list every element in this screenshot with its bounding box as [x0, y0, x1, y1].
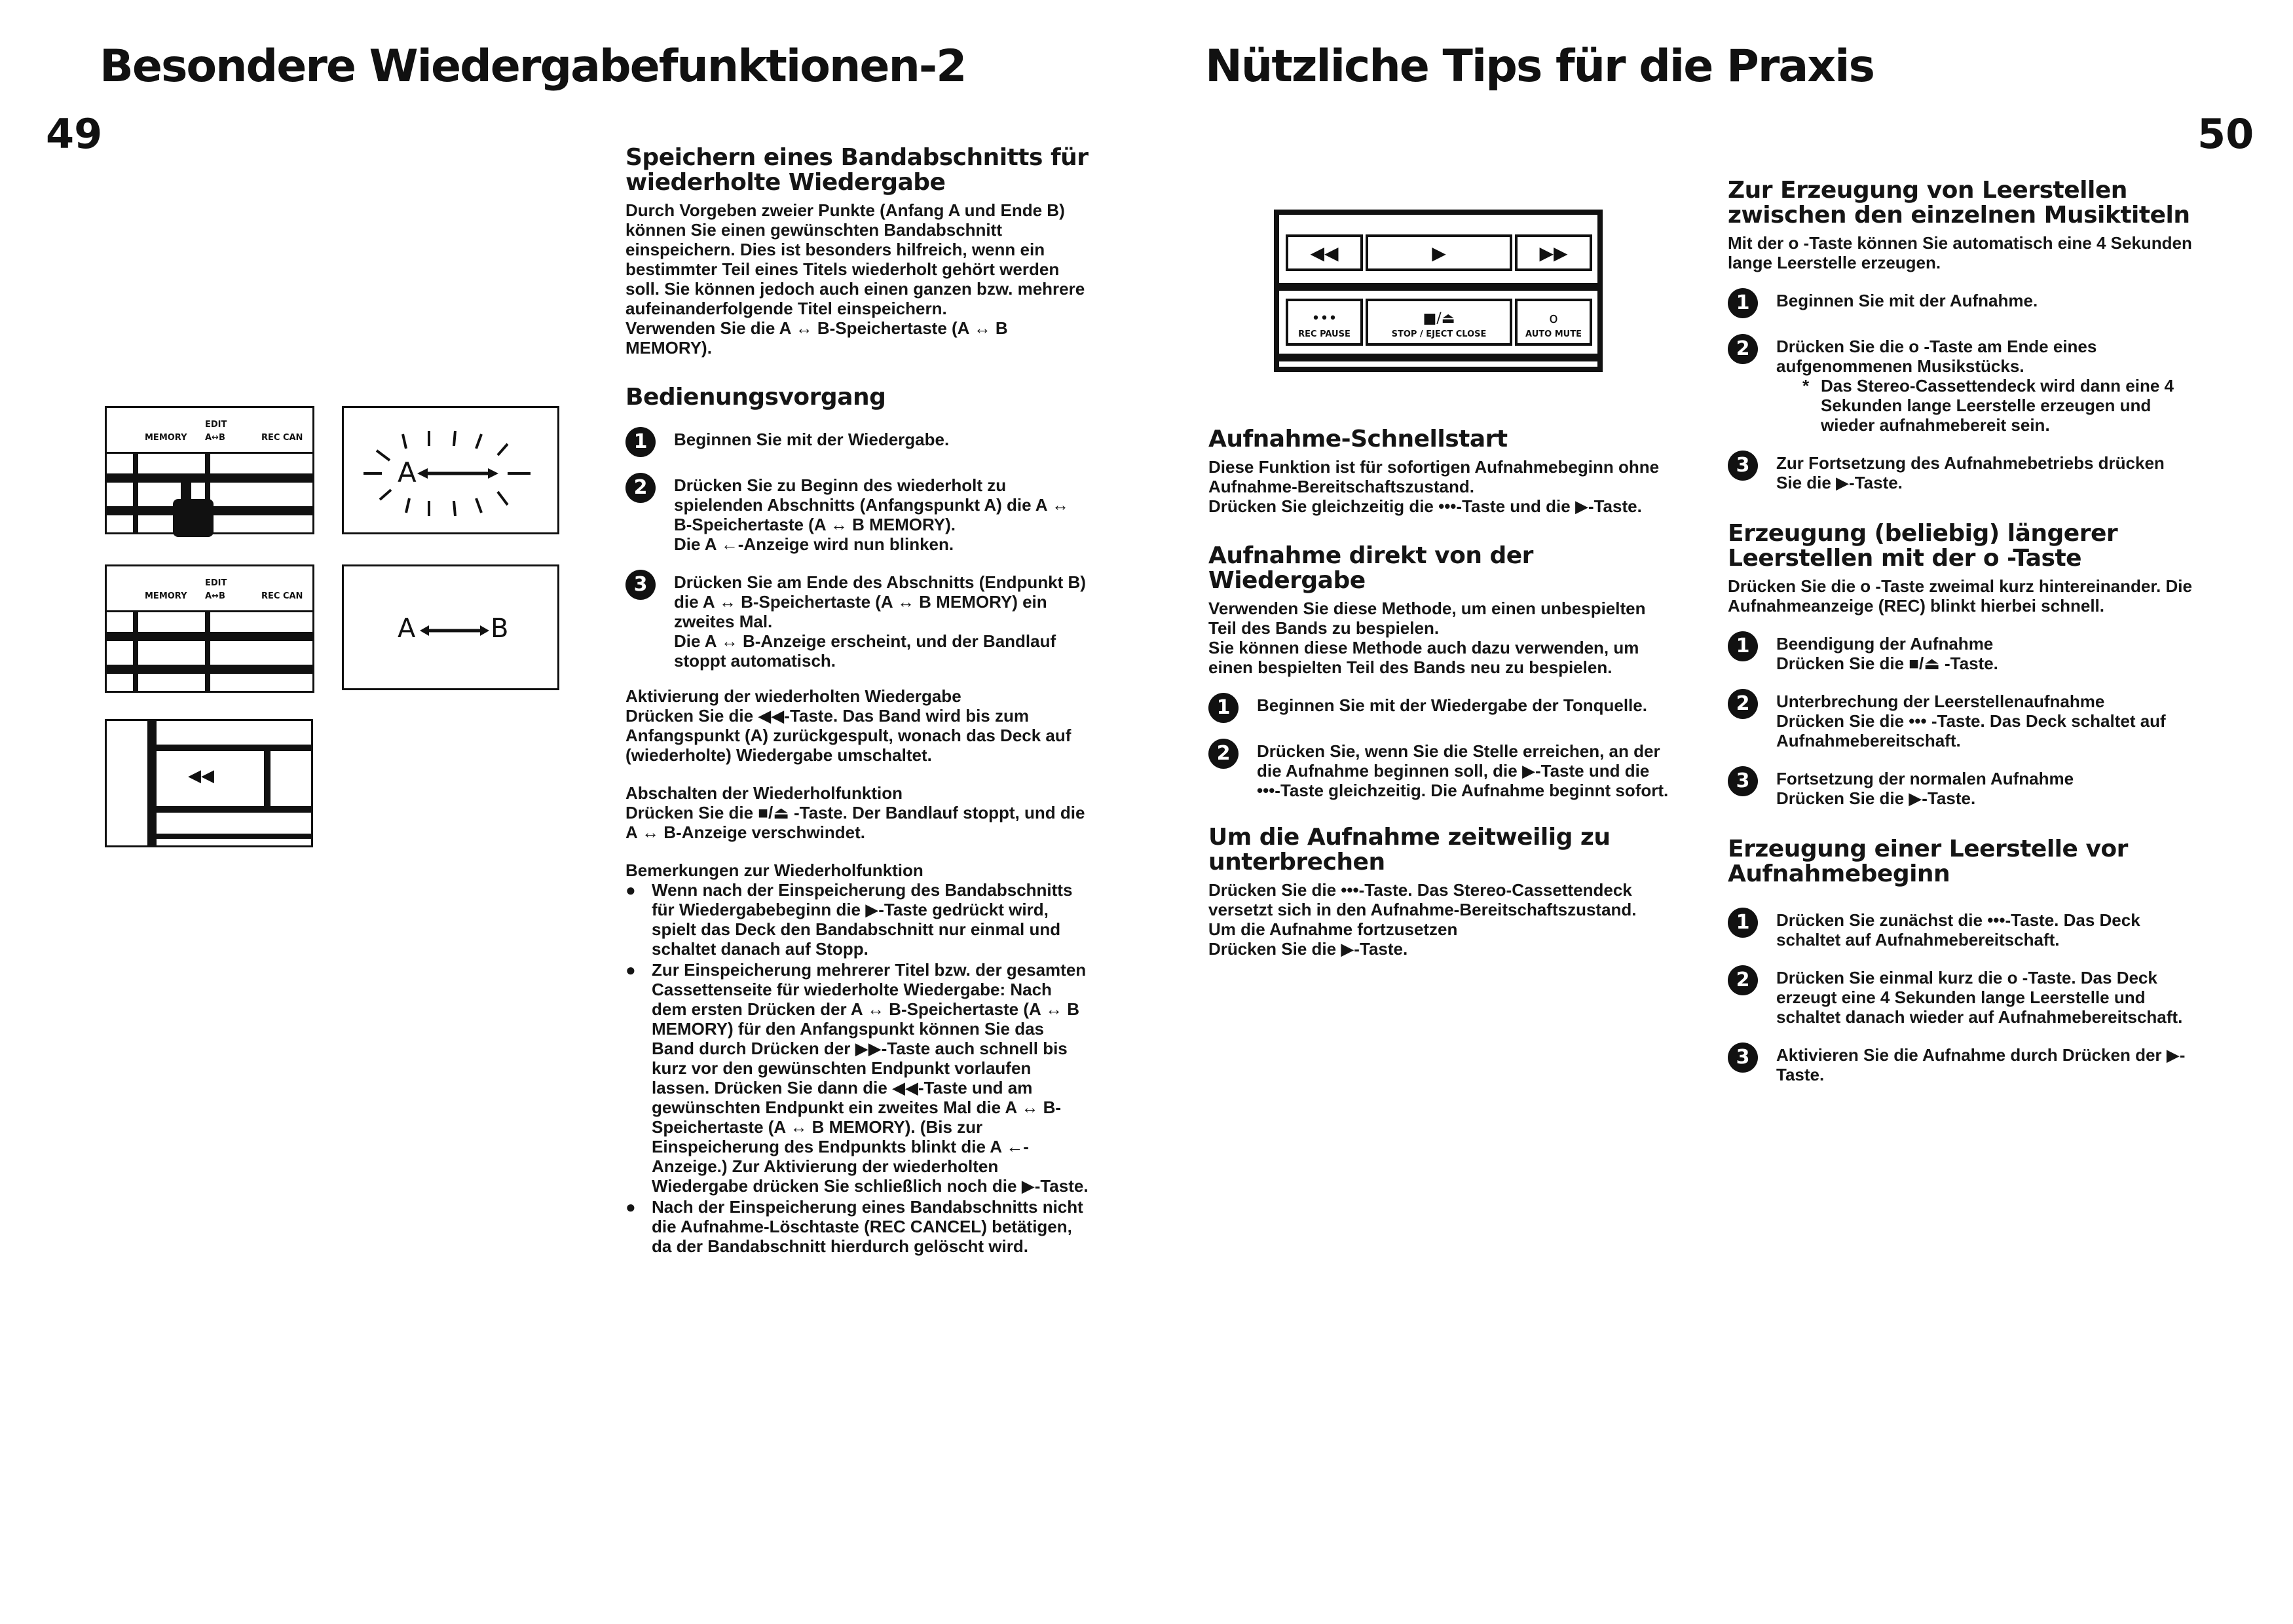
auto-mute-button: [1515, 299, 1592, 346]
longer-step: [1728, 689, 2194, 750]
step-text: Drücken Sie die ▶-Taste.: [1776, 788, 1976, 808]
before-title: Erzeugung einer Leerstelle vor Aufnahmebeginn: [1728, 836, 2128, 887]
middle-text-column: [1208, 427, 1670, 959]
section-save-intro: Durch Vorgeben zweier Punkte (Anfang A und Ende B) können Sie einen gewünschten Bandabschnitt einspeichern. Dies ist besonders hilfreich, wenn ein bestimmter Teil eines Titels wiederholt gehört werden soll. Sie können jedoch auch einen ganzen bzw. mehrere aufeinanderfolgende Titel einspeichern.: [625, 200, 1085, 318]
deactivation-title: Abschalten der Wiederholfunktion: [625, 783, 903, 803]
blanks-step: [1728, 451, 2194, 492]
panel-ab-label: A↔B: [205, 591, 225, 601]
play-button: [1366, 234, 1512, 271]
direct-text: Verwenden Sie diese Methode, um einen unbespielten Teil des Bands zu bespielen.: [1208, 599, 1646, 638]
activation-text: Drücken Sie die ◀◀-Taste. Das Band wird bis zum Anfangspunkt (A) zurückgespult, wonach das Deck auf (wiederholte) Wiedergabe umschaltet.: [625, 706, 1072, 765]
fast-forward-button: [1515, 234, 1592, 271]
rewind-button: [1286, 234, 1363, 271]
panel-divider: [147, 721, 157, 845]
panel-divider: [205, 612, 210, 693]
step-text: Drücken Sie, wenn Sie die Stelle erreichen, an der die Aufnahme beginnen soll, die ▶-Taste und die •••-Taste gleichzeitig. Die Aufnahme beginnt sofort.: [1257, 741, 1669, 800]
direct-step: [1208, 693, 1670, 723]
before-step: [1728, 908, 2194, 950]
list-item: ● Nach der Einspeicherung eines Bandabschnitts nicht die Aufnahme-Löschtaste (REC CANCEL) betätigen, da der Bandabschnitt hierdurch gelöscht wird.: [625, 1197, 1091, 1256]
panel-divider: [264, 745, 270, 813]
step-text: Beginnen Sie mit der Wiedergabe der Tonquelle.: [1257, 695, 1647, 715]
panel-bar: [147, 834, 311, 839]
hand-icon: [169, 477, 221, 542]
step-text: Beginnen Sie mit der Wiedergabe.: [674, 430, 950, 449]
panel-memory-label: MEMORY: [145, 433, 187, 443]
operation-step: [625, 570, 1091, 671]
longer-intro: Drücken Sie die o -Taste zweimal kurz hintereinander. Die Aufnahmeanzeige (REC) blinkt hierbei schnell.: [1728, 576, 2192, 616]
figure-ab-indicator: [342, 564, 559, 690]
step-number: 2: [1728, 334, 1758, 364]
section-save-intro2: Verwenden Sie die A ↔ B-Speichertaste (A ↔ B MEMORY).: [625, 318, 1008, 358]
step-text: Drücken Sie am Ende des Abschnitts (Endpunkt B) die A ↔ B-Speichertaste (A ↔ B MEMORY) ein zweites Mal.: [674, 572, 1086, 631]
pause-text: Drücken Sie die •••-Taste. Das Stereo-Cassettendeck versetzt sich in den Aufnahme-Bereitschaftszustand.: [1208, 880, 1637, 919]
quickstart-title: Aufnahme-Schnellstart: [1208, 426, 1508, 452]
step-text: Drücken Sie einmal kurz die o -Taste. Das Deck erzeugt eine 4 Sekunden lange Leerstelle und schaltet danach wieder auf Aufnahmebereitschaft.: [1776, 968, 2183, 1027]
step-number: 1: [1728, 908, 1758, 938]
panel-bar: [147, 806, 311, 813]
step-text: Beginnen Sie mit der Aufnahme.: [1776, 291, 2038, 310]
remark-text: Wenn nach der Einspeicherung des Bandabschnitts für Wiedergabebeginn die ▶-Taste gedrückt wird, spielt das Deck den Bandabschnitt nur einmal und schaltet danach auf Stopp.: [652, 880, 1073, 959]
direct-text2: Sie können diese Methode auch dazu verwenden, um einen bespielten Teil des Bands neu zu bespielen.: [1208, 638, 1639, 677]
step-number: 2: [625, 473, 656, 503]
right-page-number: 50: [2197, 110, 2254, 158]
remark-text: Nach der Einspeicherung eines Bandabschnitts nicht die Aufnahme-Löschtaste (REC CANCEL) betätigen, da der Bandabschnitt hierdurch gelöscht wird.: [652, 1197, 1083, 1256]
before-step: [1728, 965, 2194, 1027]
rec-pause-icon: •••: [1311, 310, 1337, 327]
ab-label-a: A: [398, 614, 416, 644]
operation-step: [625, 427, 1091, 457]
step-text: Drücken Sie die ••• -Taste. Das Deck schaltet auf Aufnahmebereitschaft.: [1776, 711, 2166, 750]
longer-step: [1728, 766, 2194, 808]
direct-step: [1208, 739, 1670, 800]
blanks-step: [1728, 288, 2194, 318]
panel-rec-can-label: REC CAN: [261, 433, 303, 443]
pause-title: Um die Aufnahme zeitweilig zu unterbrechen: [1208, 824, 1611, 876]
remark-text: Zur Einspeicherung mehrerer Titel bzw. der gesamten Cassettenseite für wiederholte Wiedergabe: Nach dem ersten Drücken der A ↔ B-Speichertaste (A ↔ B MEMORY) für den Anfangspunkt können Sie das Band durch Drücken der ▶▶-Taste auch schnell bis kurz vor den gewünschten Endpunkt vorlaufen lassen. Drücken Sie dann die ◀◀-Taste und am gewünschten Endpunkt ein zweites Mal die A ↔ B-Speichertaste (A ↔ B MEMORY). (Bis zur Einspeicherung des Endpunkts blinkt die A ←-Anzeige.) Zur Aktivierung der wiederholten Wiedergabe drücken Sie schließlich noch die ▶-Taste.: [652, 960, 1089, 1196]
longer-title: Erzeugung (beliebig) längerer Leerstellen mit der o -Taste: [1728, 520, 2118, 572]
quickstart-text: Diese Funktion ist für sofortigen Aufnahmebeginn ohne Aufnahme-Bereitschaftszustand.: [1208, 457, 1660, 496]
step-text: Drücken Sie die ■/⏏ -Taste.: [1776, 654, 1998, 673]
right-page-heading: Nützliche Tips für die Praxis: [1205, 41, 1874, 92]
stop-eject-label: STOP / EJECT CLOSE: [1391, 329, 1487, 339]
step-extra: Die A ↔ B-Anzeige erscheint, und der Bandlauf stoppt automatisch.: [674, 631, 1056, 671]
deck-bar: [1279, 283, 1597, 291]
ab-arrow-icon: [420, 623, 489, 638]
step-text: Drücken Sie zunächst die •••-Taste. Das Deck schaltet auf Aufnahmebereitschaft.: [1776, 910, 2140, 950]
deck-control-panel: [1274, 210, 1603, 372]
panel-edit-label: EDIT: [205, 578, 227, 588]
before-step: [1728, 1043, 2194, 1084]
left-text-column: [625, 145, 1091, 1257]
panel-memory-label: MEMORY: [145, 591, 187, 601]
remarks-title: Bemerkungen zur Wiederholfunktion: [625, 860, 923, 880]
resume-text: Drücken Sie die ▶-Taste.: [1208, 939, 1408, 959]
rec-pause-label: REC PAUSE: [1298, 329, 1351, 339]
step-number: 1: [1728, 288, 1758, 318]
deck-bar: [1279, 354, 1597, 361]
list-item: ● Zur Einspeicherung mehrerer Titel bzw. der gesamten Cassettenseite für wiederholte Wiedergabe: Nach dem ersten Drücken der A ↔ B-Speichertaste (A ↔ B MEMORY) für den Anfangspunkt können Sie das Band durch Drücken der ▶▶-Taste auch schnell bis kurz vor den gewünschten Endpunkt vorlaufen lassen. Drücken Sie dann die ◀◀-Taste und am gewünschten Endpunkt ein zweites Mal die A ↔ B-Speichertaste (A ↔ B MEMORY). (Bis zur Einspeicherung des Endpunkts blinkt die A ←-Anzeige.) Zur Aktivierung der wiederholten Wiedergabe drücken Sie schließlich noch die ▶-Taste.: [625, 960, 1091, 1196]
blanks-intro: Mit der o -Taste können Sie automatisch eine 4 Sekunden lange Leerstelle erzeugen.: [1728, 233, 2192, 272]
panel-divider: [133, 612, 138, 693]
step-extra: Die A ←-Anzeige wird nun blinken.: [674, 534, 954, 554]
flash-a-label: A: [398, 456, 417, 489]
left-page-number: 49: [46, 110, 103, 158]
remarks-list: [625, 880, 1091, 1256]
figure-rewind-panel: [105, 719, 313, 847]
rec-pause-button: [1286, 299, 1363, 346]
auto-mute-label: AUTO MUTE: [1525, 329, 1582, 339]
resume-title: Um die Aufnahme fortzusetzen: [1208, 919, 1458, 939]
step-number: 1: [1208, 693, 1239, 723]
figure-panel-press: [105, 406, 314, 534]
figure-a-flashing: [342, 406, 559, 534]
step-number: 1: [1728, 631, 1758, 661]
blanks-step: [1728, 334, 2194, 435]
step-number: 1: [625, 427, 656, 457]
panel-divider: [133, 454, 138, 534]
figure-panel-second: [105, 564, 314, 693]
longer-step: [1728, 631, 2194, 673]
list-item: ● Wenn nach der Einspeicherung des Bandabschnitts für Wiedergabebeginn die ▶-Taste gedrückt wird, spielt das Deck den Bandabschnitt nur einmal und schaltet danach auf Stopp.: [625, 880, 1091, 959]
step-number: 3: [625, 570, 656, 600]
step-text: Zur Fortsetzung des Aufnahmebetriebs drücken Sie die ▶-Taste.: [1776, 453, 2165, 492]
rewind-icon: ◀◀: [188, 766, 214, 785]
activation-title: Aktivierung der wiederholten Wiedergabe: [625, 686, 961, 706]
fast-forward-icon: ▶▶: [1539, 242, 1568, 264]
step-number: 3: [1728, 1043, 1758, 1073]
step-text: Drücken Sie zu Beginn des wiederholt zu spielenden Abschnitts (Anfangspunkt A) die A ↔ B-Speichertaste (A ↔ B MEMORY).: [674, 475, 1069, 534]
right-text-column: [1728, 178, 2194, 1100]
play-icon: ▶: [1432, 242, 1446, 264]
step-number: 3: [1728, 766, 1758, 796]
flash-rays-icon: [344, 408, 557, 532]
step-number: 2: [1728, 965, 1758, 995]
stop-eject-icon: ■/⏏: [1423, 310, 1455, 327]
step-number: 3: [1728, 451, 1758, 481]
direct-title: Aufnahme direkt von der Wiedergabe: [1208, 542, 1533, 594]
step-text: Aktivieren Sie die Aufnahme durch Drücken der ▶-Taste.: [1776, 1045, 2186, 1084]
panel-bar: [147, 745, 311, 751]
step-number: 2: [1728, 689, 1758, 719]
operation-step: [625, 473, 1091, 554]
step-note: * Das Stereo-Cassettendeck wird dann eine 4 Sekunden lange Leerstelle erzeugen und wieder aufnahmebereit sein.: [1802, 376, 2194, 435]
step-number: 2: [1208, 739, 1239, 769]
step-heading: Unterbrechung der Leerstellenaufnahme: [1776, 692, 2105, 711]
stop-eject-button: [1366, 299, 1512, 346]
quickstart-text2: Drücken Sie gleichzeitig die •••-Taste und die ▶-Taste.: [1208, 496, 1642, 516]
step-heading: Beendigung der Aufnahme: [1776, 634, 1994, 654]
ab-label-b: B: [491, 614, 509, 644]
blanks-title: Zur Erzeugung von Leerstellen zwischen den einzelnen Musiktiteln: [1728, 177, 2190, 229]
left-page-heading: Besondere Wiedergabefunktionen-2: [100, 41, 966, 92]
panel-rec-can-label: REC CAN: [261, 591, 303, 601]
section-operation-title: Bedienungsvorgang: [625, 384, 886, 411]
section-save-title: Speichern eines Bandabschnitts für wiederholte Wiedergabe: [625, 144, 1089, 196]
panel-label-strip: [107, 566, 312, 612]
step-text: Drücken Sie die o -Taste am Ende eines aufgenommenen Musikstücks.: [1776, 337, 2097, 376]
rewind-icon: ◀◀: [1310, 242, 1339, 264]
panel-label-strip: [107, 408, 312, 454]
step-heading: Fortsetzung der normalen Aufnahme: [1776, 769, 2074, 788]
step-note-text: Das Stereo-Cassettendeck wird dann eine 4 Sekunden lange Leerstelle erzeugen und wieder aufnahmebereit sein.: [1821, 376, 2174, 435]
deactivation-text: Drücken Sie die ■/⏏ -Taste. Der Bandlauf stoppt, und die A ↔ B-Anzeige verschwindet.: [625, 803, 1085, 842]
auto-mute-icon: o: [1549, 310, 1558, 327]
panel-edit-label: EDIT: [205, 420, 227, 430]
panel-ab-label: A↔B: [205, 433, 225, 443]
